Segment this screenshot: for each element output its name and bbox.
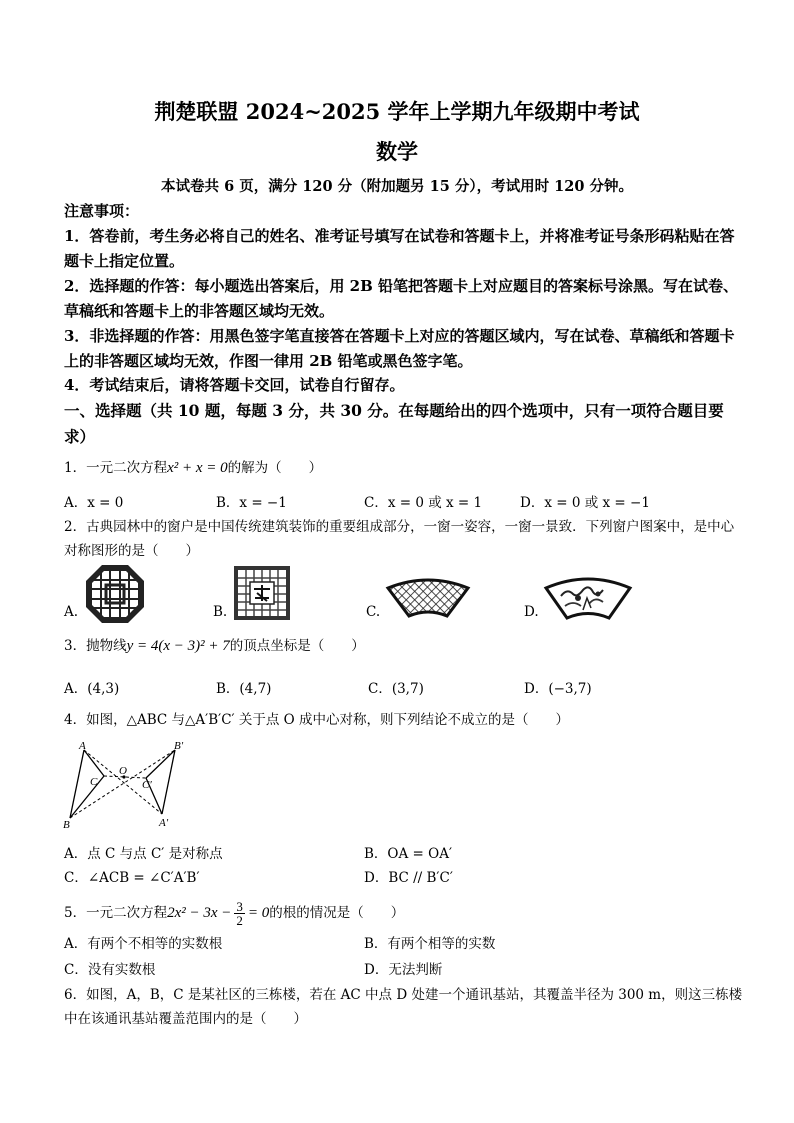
q3-option-c: C．(3,7) [368, 681, 424, 697]
notes-heading: 注意事项： [64, 202, 140, 220]
q5-option-a: A．有两个不相等的实数根 [64, 936, 223, 952]
q2-label-a: A. [64, 604, 79, 620]
q5-option-d: D．无法判断 [364, 962, 443, 978]
q4-options-row-2 [64, 866, 744, 888]
q1-equation: x² + x = 0 [167, 460, 228, 476]
q1-options [64, 491, 744, 513]
label-C: C [90, 776, 98, 788]
q1-option-b: B．x = −1 [216, 495, 287, 511]
q4-option-b: B．OA = OA′ [364, 846, 453, 862]
q3-options [64, 677, 744, 699]
label-A-prime: A′ [159, 817, 169, 829]
note-item-3: 3．非选择题的作答：用黑色签字笔直接答在答题卡上对应的答题区域内，写在试卷、草稿纸和答题卡上的非答题区域均无效，作图一律用 2B 铅笔或黑色签字笔。 [64, 327, 735, 370]
q5-equation-left: 2x² − 3x − [167, 905, 232, 921]
q5-options-row-2 [64, 958, 744, 980]
q2-label-b: B. [213, 604, 228, 620]
q4-options-row-1 [64, 842, 744, 864]
label-A: A [79, 740, 86, 752]
q5-option-b: B．有两个相等的实数 [364, 936, 496, 952]
q4-option-d: D．BC // B′C′ [364, 870, 453, 886]
q1-option-a: A．x = 0 [64, 495, 124, 511]
question-4: 4．如图，△ABC 与△A′B′C′ 关于点 O 成中心对称，则下列结论不成立的是（ ） [64, 712, 570, 728]
q1-option-c: C．x = 0 或 x = 1 [364, 495, 483, 511]
question-3: 3．抛物线y = 4(x − 3)² + 7的顶点坐标是（ ） [64, 638, 365, 654]
symmetry-figure [60, 738, 190, 832]
exam-title: 荆楚联盟 2024~2025 学年上学期九年级期中考试 [154, 99, 640, 124]
note-item-1: 1．答卷前，考生务必将自己的姓名、准考证号填写在试卷和答题卡上，并将准考证号条形码粘贴在答题卡上指定位置。 [64, 227, 735, 270]
question-2: 2．古典园林中的窗户是中国传统建筑装饰的重要组成部分，一窗一姿容，一窗一景致．下列窗户图案中，是中心对称图形的是（ ） [64, 519, 735, 559]
subject-title: 数学 [376, 139, 418, 164]
q3-option-d: D．(−3,7) [524, 681, 592, 697]
window-square-image [233, 565, 291, 621]
exam-info: 本试卷共 6 页，满分 120 分（附加题另 15 分），考试用时 120 分钟。 [161, 178, 633, 195]
label-O: O [119, 765, 127, 777]
window-fan-painting-image [543, 576, 633, 620]
q5-fraction: $\frac{3}{2}$ [236, 899, 243, 928]
note-item-4: 4．考试结束后，请将答题卡交回，试卷自行留存。 [64, 376, 405, 394]
note-item-2: 2．选择题的作答：每小题选出答案后，用 2B 铅笔把答题卡上对应题目的答案标号涂黑。写在试卷、草稿纸和答题卡上的非答题区域均无效。 [64, 277, 739, 320]
q2-label-c: C. [366, 604, 381, 620]
q5-options-row-1 [64, 932, 744, 954]
window-fan-lattice-image [385, 578, 471, 618]
question-5: 5．一元二次方程2x² − 3x − $\frac{3}{2}$ = 0的根的情况是（ ） [64, 899, 405, 928]
q2-label-d: D. [524, 604, 539, 620]
label-B: B [63, 819, 70, 831]
q3-option-b: B．(4,7) [216, 681, 272, 697]
q3-option-a: A．(4,3) [64, 681, 120, 697]
section-heading: 一、选择题（共 10 题，每题 3 分，共 30 分。在每题给出的四个选项中，只有一项符合题目要求） [64, 401, 724, 446]
question-1: 1．一元二次方程x² + x = 0的解为（ ） [64, 460, 323, 476]
q3-equation: y = 4(x − 3)² + 7 [126, 638, 230, 654]
question-6: 6．如图，A，B，C 是某社区的三栋楼，若在 AC 中点 D 处建一个通讯基站，其覆盖半径为 300 m，则这三栋楼中在该通讯基站覆盖范围内的是（ ） [64, 987, 743, 1027]
q5-option-c: C．没有实数根 [64, 962, 156, 978]
label-B-prime: B′ [174, 740, 184, 752]
q1-option-d: D．x = 0 或 x = −1 [520, 495, 650, 511]
label-C-prime: C′ [142, 779, 152, 791]
q4-option-a: A．点 C 与点 C′ 是对称点 [64, 846, 223, 862]
q4-option-c: C．∠ACB = ∠C′A′B′ [64, 870, 200, 886]
window-octagon-image [84, 563, 146, 625]
